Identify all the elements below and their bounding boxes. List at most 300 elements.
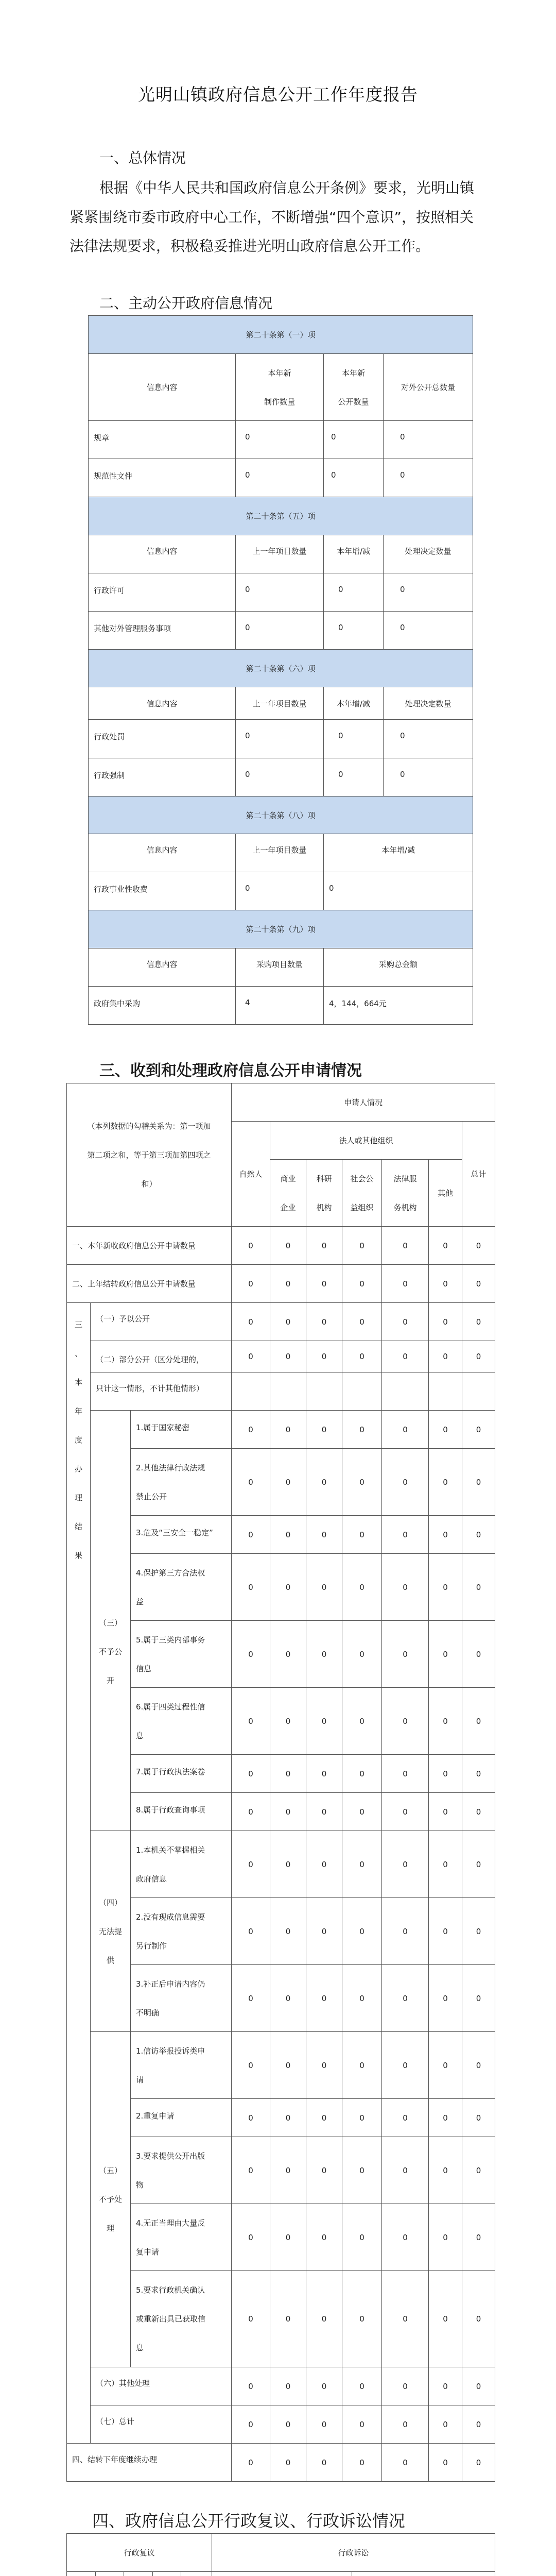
article-20-6-header: 第二十条第（六）项 — [89, 650, 473, 687]
cell-value: 0 — [462, 1554, 495, 1621]
cell-value: 0 — [382, 1554, 429, 1621]
table-row — [67, 1341, 495, 1372]
cell-value: 0 — [232, 1755, 270, 1793]
table-row — [67, 2137, 495, 2204]
cell-value: 0 — [429, 1303, 462, 1341]
table-row — [67, 2444, 495, 2482]
cell-value: 0 — [462, 2099, 495, 2137]
table-row — [67, 1965, 495, 2032]
cell-value: 0 — [306, 2271, 342, 2367]
cell-value: 0 — [382, 2099, 429, 2137]
section-1-heading: 一、总体情况 — [99, 149, 186, 166]
table-row — [67, 1227, 495, 1265]
cell-value: 0 — [342, 1831, 382, 1898]
cell-value: 0 — [232, 2099, 270, 2137]
row-label: 4.保护第三方合法权 益 — [131, 1554, 232, 1621]
cell-value: 0 — [462, 1755, 495, 1793]
table-row — [67, 1831, 495, 1898]
cell-value: 0 — [232, 2204, 270, 2271]
table-row — [89, 421, 473, 459]
row-label: 5.属于三类内部事务 信息 — [131, 1621, 232, 1688]
cell-value: 0 — [236, 421, 324, 459]
cell-value: 0 — [382, 1621, 429, 1688]
cell-value: 0 — [306, 1755, 342, 1793]
cell-value: 0 — [429, 2099, 462, 2137]
cell-value: 0 — [382, 1831, 429, 1898]
cell-value: 0 — [324, 459, 384, 497]
cell-value: 0 — [306, 1516, 342, 1554]
cell-value: 0 — [342, 2137, 382, 2204]
article-20-9-header: 第二十条第（九）项 — [89, 910, 473, 948]
cell-value: 0 — [342, 1688, 382, 1755]
table-row — [67, 2405, 495, 2444]
row-label: 其他对外管理服务事项 — [89, 612, 236, 650]
litigation-header: 行政诉讼 — [212, 2534, 495, 2572]
row-label: 2.其他法律行政法规 禁止公开 — [131, 1449, 232, 1516]
row-label: 规范性文件 — [89, 459, 236, 497]
cell-value: 0 — [306, 1965, 342, 2032]
cell-value: 0 — [270, 2137, 306, 2204]
row-label: 8.属于行政查询事项 — [131, 1793, 232, 1831]
cell-value: 0 — [429, 1411, 462, 1449]
cell-value: 0 — [270, 1411, 306, 1449]
cell-value: 0 — [342, 1411, 382, 1449]
cell-value: 0 — [382, 1688, 429, 1755]
group-label-not-processed: （五） 不予处 理 — [91, 2032, 131, 2367]
review-col-pending-top — [153, 2572, 181, 2576]
cell-value: 0 — [270, 1621, 306, 1688]
cell-value: 0 — [306, 2099, 342, 2137]
cell-value: 0 — [232, 1227, 270, 1265]
row-label: 7.属于行政执法案卷 — [131, 1755, 232, 1793]
table-row — [89, 872, 473, 910]
cell-value: 0 — [342, 2367, 382, 2405]
cell-value: 0 — [382, 2367, 429, 2405]
cell-value: 0 — [429, 1898, 462, 1965]
section-1-line: 法律法规要求，积极稳妥推进光明山政府信息公开工作。 — [70, 238, 430, 255]
cell-value: 0 — [382, 1449, 429, 1516]
cell-value: 0 — [236, 872, 324, 910]
row-label: 一、本年新收政府信息公开申请数量 — [67, 1227, 232, 1265]
section-1-line: 紧紧围绕市委市政府中心工作，不断增强“四个意识”，按照相关 — [70, 209, 474, 226]
section-3-heading: 三、收到和处理政府信息公开申请情况 — [99, 1062, 362, 1080]
cell-value: 0 — [462, 1621, 495, 1688]
cell-value: 0 — [462, 2204, 495, 2271]
table-row — [67, 2271, 495, 2367]
row-label: 行政强制 — [89, 758, 236, 796]
cell-value: 0 — [462, 1965, 495, 2032]
cell-value: 0 — [324, 872, 473, 910]
cell-value: 0 — [462, 1411, 495, 1449]
cell-value: 0 — [382, 1898, 429, 1965]
cell-value: 0 — [382, 1516, 429, 1554]
row-label: 2.没有现成信息需要 另行制作 — [131, 1898, 232, 1965]
cell-value: 0 — [342, 1793, 382, 1831]
cell-value: 0 — [236, 459, 324, 497]
cell-value: 0 — [382, 1303, 429, 1341]
cell-value: 0 — [429, 2444, 462, 2482]
col-change: 本年增/减 — [324, 834, 473, 872]
col-info-content: 信息内容 — [89, 687, 236, 720]
row-label: 行政许可 — [89, 573, 236, 612]
empty-cell — [342, 1372, 382, 1411]
cell-value: 0 — [382, 2032, 429, 2099]
cell-value: 0 — [270, 1303, 306, 1341]
cell-value: 0 — [236, 720, 324, 758]
cell-value: 0 — [342, 1227, 382, 1265]
cell-value: 0 — [342, 2444, 382, 2482]
cell-value: 0 — [270, 2444, 306, 2482]
cell-value: 0 — [429, 1793, 462, 1831]
cell-value: 0 — [306, 1341, 342, 1372]
org-type-other: 其他 — [429, 1160, 462, 1227]
col-decisions: 处理决定数量 — [384, 535, 473, 573]
review-litigation-table — [66, 2533, 495, 2576]
cell-value: 0 — [270, 1227, 306, 1265]
row-label: 6.属于四类过程性信 息 — [131, 1688, 232, 1755]
cell-value: 0 — [270, 2204, 306, 2271]
cell-value: 0 — [462, 1449, 495, 1516]
cell-value: 0 — [306, 1303, 342, 1341]
cell-value: 0 — [382, 2444, 429, 2482]
cell-value: 0 — [232, 1965, 270, 2032]
cell-value: 0 — [236, 758, 324, 796]
cell-value: 0 — [232, 2137, 270, 2204]
cell-value: 0 — [306, 1831, 342, 1898]
cell-value: 0 — [342, 1965, 382, 2032]
after-review-header — [352, 2572, 495, 2576]
cell-value: 0 — [232, 1793, 270, 1831]
cell-value: 0 — [429, 2271, 462, 2367]
article-20-1-header: 第二十条第（一）项 — [89, 316, 473, 354]
cell-value: 0 — [270, 1831, 306, 1898]
col-info-content: 信息内容 — [89, 834, 236, 872]
cell-value: 0 — [384, 758, 473, 796]
cell-value: 0 — [306, 1554, 342, 1621]
row-label: 3.要求提供公开出版 物 — [131, 2137, 232, 2204]
table-row — [67, 1898, 495, 1965]
cell-value: 0 — [270, 2367, 306, 2405]
cell-value: 0 — [232, 2032, 270, 2099]
row-label: 1.本机关不掌握相关 政府信息 — [131, 1831, 232, 1898]
col-info-content: 信息内容 — [89, 948, 236, 987]
cell-value: 0 — [429, 1265, 462, 1303]
table-row — [67, 1372, 495, 1411]
cell-value: 0 — [324, 573, 384, 612]
col-new-produced: 本年新 制作数量 — [236, 354, 324, 421]
cell-value: 0 — [270, 2405, 306, 2444]
cell-value: 0 — [232, 1898, 270, 1965]
cell-value: 0 — [382, 1965, 429, 2032]
cell-value: 4 — [236, 987, 324, 1025]
cell-value: 0 — [462, 1516, 495, 1554]
cell-value: 4，144，664元 — [324, 987, 473, 1025]
cell-value: 0 — [306, 2032, 342, 2099]
proactive-disclosure-table — [88, 315, 473, 1025]
empty-cell — [429, 1372, 462, 1411]
cell-value: 0 — [270, 1265, 306, 1303]
table-row — [67, 2032, 495, 2099]
table-row — [67, 1755, 495, 1793]
empty-cell — [382, 1372, 429, 1411]
cell-value: 0 — [382, 1411, 429, 1449]
table-row — [89, 758, 473, 796]
cell-value: 0 — [306, 2367, 342, 2405]
cell-value: 0 — [342, 2032, 382, 2099]
cell-value: 0 — [270, 1965, 306, 2032]
result-group-label: 三 、 本 年 度 办 理 结 果 — [67, 1303, 91, 2444]
cell-value: 0 — [342, 1554, 382, 1621]
col-prev-year-count: 上一年项目数量 — [236, 687, 324, 720]
table-row — [67, 1516, 495, 1554]
cell-value: 0 — [429, 2405, 462, 2444]
table-row — [89, 612, 473, 650]
cell-value: 0 — [232, 2367, 270, 2405]
cell-value: 0 — [232, 1449, 270, 1516]
cell-value: 0 — [232, 1516, 270, 1554]
col-procurement-amount: 采购总金额 — [324, 948, 473, 987]
row-label: 四、结转下年度继续办理 — [67, 2444, 232, 2482]
cell-value: 0 — [306, 1411, 342, 1449]
table-row — [67, 2204, 495, 2271]
table-row — [67, 1688, 495, 1755]
cell-value: 0 — [462, 2271, 495, 2367]
section-4-heading: 四、政府信息公开行政复议、行政诉讼情况 — [92, 2511, 406, 2531]
row-label: 二、上年结转政府信息公开申请数量 — [67, 1265, 232, 1303]
review-col-corrected-top — [96, 2572, 124, 2576]
table-row — [89, 459, 473, 497]
row-label: 3.补正后申请内容仍 不明确 — [131, 1965, 232, 2032]
cell-value: 0 — [306, 1265, 342, 1303]
row-label: 规章 — [89, 421, 236, 459]
cell-value: 0 — [306, 1898, 342, 1965]
cell-value: 0 — [384, 612, 473, 650]
cell-value: 0 — [270, 1554, 306, 1621]
cell-value: 0 — [232, 1621, 270, 1688]
cell-value: 0 — [324, 612, 384, 650]
cell-value: 0 — [462, 1341, 495, 1372]
table-row — [89, 987, 473, 1025]
cell-value: 0 — [382, 1265, 429, 1303]
org-type-legal-service: 法律服 务机构 — [382, 1160, 429, 1227]
cell-value: 0 — [429, 1516, 462, 1554]
cell-value: 0 — [232, 2271, 270, 2367]
cell-value: 0 — [462, 2032, 495, 2099]
cell-value: 0 — [232, 1341, 270, 1372]
table-row — [67, 1554, 495, 1621]
cell-value: 0 — [382, 2137, 429, 2204]
cell-value: 0 — [462, 1898, 495, 1965]
row-label: 1.信访举报投诉类申 请 — [131, 2032, 232, 2099]
cell-value: 0 — [462, 1831, 495, 1898]
org-type-research: 科研 机构 — [306, 1160, 342, 1227]
table-row — [67, 1449, 495, 1516]
group-label-not-disclosed: （三） 不予公 开 — [91, 1411, 131, 1831]
row-label: （二）部分公开（区分处理的， — [91, 1341, 232, 1372]
cell-value: 0 — [429, 1341, 462, 1372]
cell-value: 0 — [232, 2444, 270, 2482]
cell-value: 0 — [462, 1303, 495, 1341]
empty-cell — [462, 1372, 495, 1411]
natural-person-header: 自然人 — [232, 1122, 270, 1227]
cell-value: 0 — [429, 2367, 462, 2405]
cell-value: 0 — [462, 1227, 495, 1265]
row-label: （一）予以公开 — [91, 1303, 232, 1341]
cell-value: 0 — [232, 1554, 270, 1621]
row-label: 3.危及“三安全一稳定” — [131, 1516, 232, 1554]
cell-value: 0 — [429, 1227, 462, 1265]
cell-value: 0 — [429, 1449, 462, 1516]
col-procurement-count: 采购项目数量 — [236, 948, 324, 987]
review-col-total — [181, 2572, 212, 2576]
cell-value: 0 — [462, 1265, 495, 1303]
cell-value: 0 — [306, 1793, 342, 1831]
cell-value: 0 — [382, 2405, 429, 2444]
org-type-commercial: 商业 企业 — [270, 1160, 306, 1227]
cell-value: 0 — [270, 1755, 306, 1793]
row-label: 5.要求行政机关确认 或重新出具已获取信 息 — [131, 2271, 232, 2367]
cell-value: 0 — [342, 1516, 382, 1554]
table-row — [67, 1265, 495, 1303]
cell-value: 0 — [342, 2099, 382, 2137]
table-row — [67, 1793, 495, 1831]
cell-value: 0 — [270, 2032, 306, 2099]
cell-value: 0 — [429, 1688, 462, 1755]
cell-value: 0 — [429, 2137, 462, 2204]
cell-value: 0 — [324, 758, 384, 796]
table-row — [67, 2367, 495, 2405]
cell-value: 0 — [342, 1621, 382, 1688]
cell-value: 0 — [342, 1755, 382, 1793]
review-col-upheld-top — [67, 2572, 96, 2576]
row-label: 政府集中采购 — [89, 987, 236, 1025]
section-1-line: 根据《中华人民共和国政府信息公开条例》要求，光明山镇 — [99, 179, 475, 196]
review-col-other-top — [124, 2572, 153, 2576]
legal-org-header: 法人或其他组织 — [270, 1122, 462, 1160]
cell-value: 0 — [429, 1965, 462, 2032]
row-label-cont: 只计这一情形，不计其他情形） — [91, 1372, 232, 1411]
col-new-published: 本年新 公开数量 — [324, 354, 384, 421]
group-label-cannot-provide: （四） 无法提 供 — [91, 1831, 131, 2032]
cell-value: 0 — [306, 1688, 342, 1755]
direct-suit-header — [212, 2572, 352, 2576]
cell-value: 0 — [384, 421, 473, 459]
cell-value: 0 — [270, 1341, 306, 1372]
cell-value: 0 — [429, 1554, 462, 1621]
cell-value: 0 — [462, 2405, 495, 2444]
cell-value: 0 — [306, 1227, 342, 1265]
table-row — [67, 1621, 495, 1688]
cell-value: 0 — [306, 2444, 342, 2482]
article-20-8-header: 第二十条第（八）项 — [89, 796, 473, 834]
cell-value: 0 — [270, 1898, 306, 1965]
cell-value: 0 — [232, 1411, 270, 1449]
cell-value: 0 — [384, 720, 473, 758]
cell-value: 0 — [342, 1303, 382, 1341]
cell-value: 0 — [382, 2271, 429, 2367]
cell-value: 0 — [236, 612, 324, 650]
cell-value: 0 — [232, 1265, 270, 1303]
cell-value: 0 — [462, 2137, 495, 2204]
row-label: 4.无正当理由大量反 复申请 — [131, 2204, 232, 2271]
cell-value: 0 — [342, 2204, 382, 2271]
total-header: 总计 — [462, 1122, 495, 1227]
row-label: （七）总计 — [91, 2405, 232, 2444]
table-row — [89, 720, 473, 758]
table-row — [67, 1303, 495, 1341]
row-label: 行政处罚 — [89, 720, 236, 758]
col-change: 本年增/减 — [324, 535, 384, 573]
cell-value: 0 — [306, 1621, 342, 1688]
application-handling-table — [66, 1083, 495, 2482]
col-total-published: 对外公开总数量 — [384, 354, 473, 421]
corner-note: （本列数据的勾稽关系为：第一项加 第二项之和，等于第三项加第四项之 和） — [67, 1083, 232, 1227]
empty-cell — [270, 1372, 306, 1411]
cell-value: 0 — [429, 1831, 462, 1898]
row-label: （六）其他处理 — [91, 2367, 232, 2405]
table-row — [67, 2099, 495, 2137]
cell-value: 0 — [462, 2444, 495, 2482]
cell-value: 0 — [462, 2367, 495, 2405]
col-prev-year-count: 上一年项目数量 — [236, 834, 324, 872]
cell-value: 0 — [342, 1449, 382, 1516]
cell-value: 0 — [270, 1516, 306, 1554]
cell-value: 0 — [306, 2137, 342, 2204]
row-label: 行政事业性收费 — [89, 872, 236, 910]
empty-cell — [306, 1372, 342, 1411]
cell-value: 0 — [232, 2405, 270, 2444]
col-prev-year-count: 上一年项目数量 — [236, 535, 324, 573]
row-label: 2.重复申请 — [131, 2099, 232, 2137]
cell-value: 0 — [232, 1831, 270, 1898]
cell-value: 0 — [382, 1755, 429, 1793]
article-20-5-header: 第二十条第（五）项 — [89, 497, 473, 535]
cell-value: 0 — [306, 2405, 342, 2444]
cell-value: 0 — [342, 2271, 382, 2367]
review-header: 行政复议 — [67, 2534, 212, 2572]
cell-value: 0 — [236, 573, 324, 612]
cell-value: 0 — [270, 1793, 306, 1831]
col-info-content: 信息内容 — [89, 535, 236, 573]
cell-value: 0 — [429, 2204, 462, 2271]
cell-value: 0 — [232, 1303, 270, 1341]
cell-value: 0 — [342, 1265, 382, 1303]
cell-value: 0 — [429, 1621, 462, 1688]
cell-value: 0 — [342, 1898, 382, 1965]
cell-value: 0 — [382, 2204, 429, 2271]
cell-value: 0 — [270, 1449, 306, 1516]
cell-value: 0 — [462, 1793, 495, 1831]
cell-value: 0 — [342, 1341, 382, 1372]
org-type-public-welfare: 社会公 益组织 — [342, 1160, 382, 1227]
cell-value: 0 — [270, 1688, 306, 1755]
col-info-content: 信息内容 — [89, 354, 236, 421]
empty-cell — [232, 1372, 270, 1411]
cell-value: 0 — [306, 2204, 342, 2271]
table-row — [89, 573, 473, 612]
cell-value: 0 — [382, 1227, 429, 1265]
cell-value: 0 — [342, 2405, 382, 2444]
cell-value: 0 — [382, 1341, 429, 1372]
cell-value: 0 — [384, 573, 473, 612]
document-title: 光明山镇政府信息公开工作年度报告 — [138, 84, 418, 105]
cell-value: 0 — [324, 720, 384, 758]
cell-value: 0 — [382, 1793, 429, 1831]
cell-value: 0 — [324, 421, 384, 459]
table-row — [67, 1411, 495, 1449]
cell-value: 0 — [429, 1755, 462, 1793]
cell-value: 0 — [270, 2099, 306, 2137]
